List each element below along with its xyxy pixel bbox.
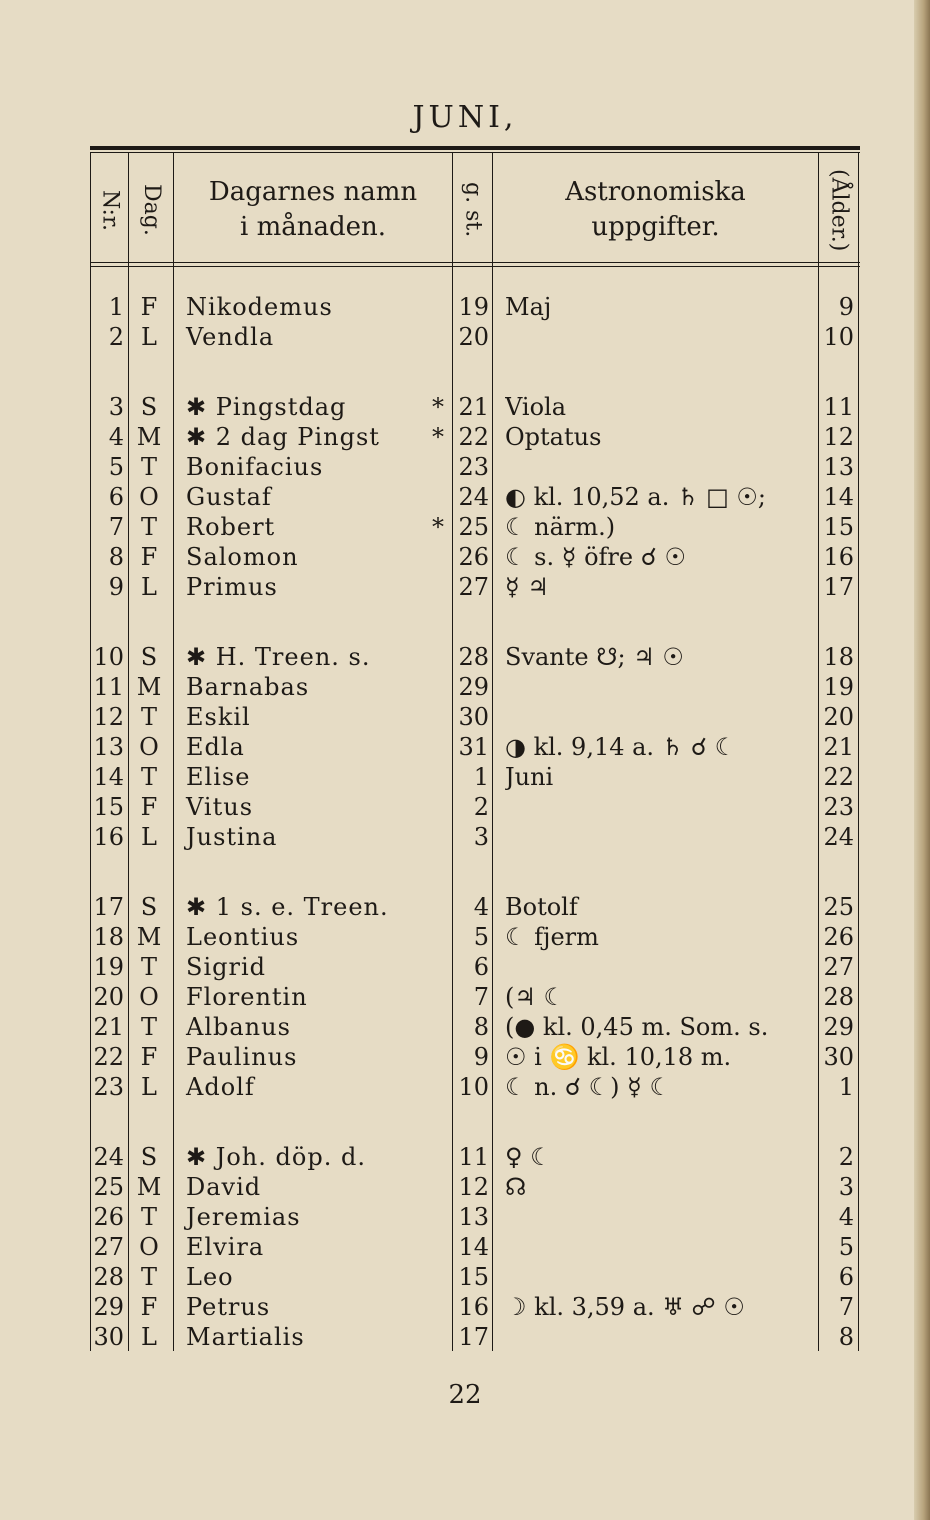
moon-age: 15 (823, 513, 854, 541)
header-age-label: (Ålder.) (826, 168, 852, 252)
top-rule-thin (90, 152, 860, 153)
moon-age: 10 (823, 323, 854, 351)
weekday-letter: M (136, 923, 162, 951)
weekday-letter: F (140, 1293, 158, 1321)
day-number: 10 (93, 643, 124, 671)
weekday-letter: S (140, 393, 158, 421)
day-number: 12 (93, 703, 124, 731)
moon-age: 16 (823, 543, 854, 571)
weekday-letter: S (140, 893, 158, 921)
day-name: Vitus (186, 793, 254, 821)
weekday-letter: L (141, 1073, 157, 1101)
weekday-letter: F (140, 543, 158, 571)
astronomical-note: ◐ kl. 10,52 a. ♄ □ ☉; (505, 483, 766, 511)
day-name: Florentin (186, 983, 308, 1011)
day-number: 18 (93, 923, 124, 951)
day-name: Elvira (186, 1233, 265, 1261)
header-rule (90, 262, 860, 263)
moon-age: 22 (823, 763, 854, 791)
day-name: Albanus (186, 1013, 291, 1041)
moon-age: 23 (823, 793, 854, 821)
weekday-letter: T (140, 1203, 157, 1231)
julian-date: 11 (458, 1143, 489, 1171)
day-number: 1 (108, 293, 124, 321)
astronomical-note: Maj (505, 293, 552, 321)
day-number: 7 (108, 513, 124, 541)
weekday-letter: L (141, 323, 157, 351)
moon-age: 24 (823, 823, 854, 851)
julian-date: 6 (473, 953, 489, 981)
moon-age: 19 (823, 673, 854, 701)
julian-date: 1 (473, 763, 489, 791)
day-name: Edla (186, 733, 245, 761)
julian-date: 22 (458, 423, 489, 451)
header-names-line2: i månaden. (239, 212, 387, 242)
astronomical-note: ☿ ♃ (505, 573, 549, 601)
table-row (0, 762, 930, 792)
day-number: 28 (93, 1263, 124, 1291)
table-row (0, 702, 930, 732)
astronomical-note: Optatus (505, 423, 602, 451)
julian-date: 31 (458, 733, 489, 761)
weekday-letter: F (140, 793, 158, 821)
weekday-letter: S (140, 1143, 158, 1171)
table-row (0, 1172, 930, 1202)
day-number: 11 (93, 673, 124, 701)
table-row (0, 1042, 930, 1072)
julian-date: 5 (473, 923, 489, 951)
moon-age: 28 (823, 983, 854, 1011)
day-name: Jeremias (186, 1203, 301, 1231)
table-row (0, 952, 930, 982)
julian-date: 29 (458, 673, 489, 701)
astronomical-note: ☾ närm.) (505, 513, 616, 541)
table-row (0, 482, 930, 512)
day-name: Salomon (186, 543, 299, 571)
header-julian-label: g. st. (460, 182, 486, 238)
julian-date: 21 (458, 393, 489, 421)
holiday-star: * (432, 393, 444, 421)
moon-age: 27 (823, 953, 854, 981)
julian-date: 10 (458, 1073, 489, 1101)
moon-age: 20 (823, 703, 854, 731)
header-rule-thin (90, 266, 860, 267)
weekday-letter: L (141, 823, 157, 851)
weekday-letter: O (139, 733, 159, 761)
table-row (0, 292, 930, 322)
weekday-letter: T (140, 703, 157, 731)
moon-age: 9 (838, 293, 854, 321)
moon-age: 13 (823, 453, 854, 481)
weekday-letter: L (141, 573, 157, 601)
moon-age: 6 (838, 1263, 854, 1291)
day-number: 30 (93, 1323, 124, 1351)
julian-date: 15 (458, 1263, 489, 1291)
moon-age: 5 (838, 1233, 854, 1261)
table-row (0, 1262, 930, 1292)
table-row (0, 1012, 930, 1042)
day-name: Bonifacius (186, 453, 324, 481)
holiday-star: * (432, 423, 444, 451)
day-number: 25 (93, 1173, 124, 1201)
astronomical-note: ☾ fjerm (505, 923, 599, 951)
day-name: Eskil (186, 703, 251, 731)
julian-date: 3 (473, 823, 489, 851)
julian-date: 23 (458, 453, 489, 481)
header-week-number (91, 160, 128, 260)
day-name: ✱ Joh. döp. d. (186, 1143, 366, 1171)
day-number: 5 (108, 453, 124, 481)
julian-date: 4 (473, 893, 489, 921)
moon-age: 1 (838, 1073, 854, 1101)
weekday-letter: O (139, 1233, 159, 1261)
day-name: ✱ H. Treen. s. (186, 643, 371, 671)
astronomical-note: Viola (505, 393, 567, 421)
header-weekday (129, 160, 173, 260)
day-number: 2 (108, 323, 124, 351)
weekday-letter: M (136, 673, 162, 701)
day-number: 29 (93, 1293, 124, 1321)
julian-date: 17 (458, 1323, 489, 1351)
weekday-letter: O (139, 483, 159, 511)
day-number: 4 (108, 423, 124, 451)
astronomical-note: ♀ ☾ (505, 1143, 552, 1171)
moon-age: 2 (838, 1143, 854, 1171)
weekday-letter: M (136, 423, 162, 451)
table-row (0, 732, 930, 762)
julian-date: 26 (458, 543, 489, 571)
top-rule (90, 146, 860, 150)
header-age (819, 160, 858, 260)
table-row (0, 1322, 930, 1352)
page-number: 22 (448, 1380, 482, 1410)
day-number: 8 (108, 543, 124, 571)
day-number: 3 (108, 393, 124, 421)
table-row (0, 892, 930, 922)
moon-age: 26 (823, 923, 854, 951)
day-number: 17 (93, 893, 124, 921)
weekday-letter: T (140, 1263, 157, 1291)
table-row (0, 322, 930, 352)
julian-date: 14 (458, 1233, 489, 1261)
day-name: Petrus (186, 1293, 271, 1321)
day-number: 14 (93, 763, 124, 791)
julian-date: 12 (458, 1173, 489, 1201)
header-astro (493, 160, 818, 260)
julian-date: 9 (473, 1043, 489, 1071)
table-row (0, 672, 930, 702)
weekday-letter: F (140, 1043, 158, 1071)
day-name: Gustaf (186, 483, 272, 511)
moon-age: 17 (823, 573, 854, 601)
day-name: Justina (186, 823, 278, 851)
julian-date: 30 (458, 703, 489, 731)
astronomical-note: Botolf (505, 893, 578, 921)
julian-date: 7 (473, 983, 489, 1011)
weekday-letter: S (140, 643, 158, 671)
day-name: David (186, 1173, 262, 1201)
weekday-letter: T (140, 1013, 157, 1041)
table-row (0, 572, 930, 602)
moon-age: 7 (838, 1293, 854, 1321)
header-week-number-label: N:r. (97, 189, 123, 231)
table-row (0, 1292, 930, 1322)
table-row (0, 422, 930, 452)
julian-date: 19 (458, 293, 489, 321)
table-row (0, 452, 930, 482)
weekday-letter: L (141, 1323, 157, 1351)
day-name: Martialis (186, 1323, 305, 1351)
day-name: Elise (186, 763, 251, 791)
day-name: Primus (186, 573, 278, 601)
moon-age: 18 (823, 643, 854, 671)
astronomical-note: (● kl. 0,45 m. Som. s. (505, 1013, 769, 1041)
moon-age: 4 (838, 1203, 854, 1231)
astronomical-note: Juni (505, 763, 554, 791)
day-number: 24 (93, 1143, 124, 1171)
table-row (0, 542, 930, 572)
day-name: ✱ 2 dag Pingst (186, 423, 380, 451)
table-row (0, 822, 930, 852)
day-number: 16 (93, 823, 124, 851)
astronomical-note: ◑ kl. 9,14 a. ♄ ☌ ☾ (505, 733, 737, 761)
moon-age: 30 (823, 1043, 854, 1071)
day-name: Nikodemus (186, 293, 333, 321)
weekday-letter: T (140, 763, 157, 791)
holiday-star: * (432, 513, 444, 541)
day-name: ✱ Pingstdag (186, 393, 347, 421)
day-name: Leontius (186, 923, 300, 951)
day-name: Leo (186, 1263, 234, 1291)
header-names-line1: Dagarnes namn (208, 176, 418, 207)
moon-age: 3 (838, 1173, 854, 1201)
astronomical-note: ☾ n. ☌ ☾) ☿ ☾ (505, 1073, 671, 1101)
julian-date: 27 (458, 573, 489, 601)
day-number: 23 (93, 1073, 124, 1101)
header-julian (453, 160, 492, 260)
julian-date: 24 (458, 483, 489, 511)
table-row (0, 982, 930, 1012)
day-name: Adolf (186, 1073, 255, 1101)
table-row (0, 642, 930, 672)
header-names (174, 160, 452, 260)
table-row (0, 1142, 930, 1172)
weekday-letter: T (140, 513, 157, 541)
table-row (0, 922, 930, 952)
julian-date: 25 (458, 513, 489, 541)
julian-date: 28 (458, 643, 489, 671)
moon-age: 29 (823, 1013, 854, 1041)
astronomical-note: ☉ i ♋ kl. 10,18 m. (505, 1043, 732, 1071)
astronomical-note: ☊ (505, 1173, 527, 1201)
weekday-letter: T (140, 453, 157, 481)
moon-age: 11 (823, 393, 854, 421)
weekday-letter: O (139, 983, 159, 1011)
astronomical-note: (♃ ☾ (505, 983, 566, 1011)
moon-age: 12 (823, 423, 854, 451)
day-name: ✱ 1 s. e. Treen. (186, 893, 389, 921)
table-row (0, 1072, 930, 1102)
day-number: 13 (93, 733, 124, 761)
moon-age: 25 (823, 893, 854, 921)
moon-age: 21 (823, 733, 854, 761)
julian-date: 16 (458, 1293, 489, 1321)
julian-date: 8 (473, 1013, 489, 1041)
day-number: 15 (93, 793, 124, 821)
table-row (0, 1232, 930, 1262)
astronomical-note: Svante ☋; ♃ ☉ (505, 643, 684, 671)
table-row (0, 1202, 930, 1232)
astronomical-note: ☽ kl. 3,59 a. ♅ ☍ ☉ (505, 1293, 745, 1321)
day-number: 9 (108, 573, 124, 601)
day-number: 19 (93, 953, 124, 981)
month-title: JUNI, (412, 100, 518, 135)
julian-date: 20 (458, 323, 489, 351)
moon-age: 8 (838, 1323, 854, 1351)
julian-date: 2 (473, 793, 489, 821)
header-weekday-label: Dag. (139, 184, 165, 236)
day-name: Vendla (186, 323, 275, 351)
weekday-letter: M (136, 1173, 162, 1201)
day-name: Robert (186, 513, 276, 541)
day-number: 20 (93, 983, 124, 1011)
weekday-letter: F (140, 293, 158, 321)
header-astro-line1: Astronomiska (565, 176, 746, 207)
day-number: 21 (93, 1013, 124, 1041)
table-row (0, 392, 930, 422)
day-name: Barnabas (186, 673, 310, 701)
day-number: 26 (93, 1203, 124, 1231)
day-number: 27 (93, 1233, 124, 1261)
weekday-letter: T (140, 953, 157, 981)
day-number: 6 (108, 483, 124, 511)
day-name: Paulinus (186, 1043, 298, 1071)
moon-age: 14 (823, 483, 854, 511)
table-row (0, 792, 930, 822)
day-name: Sigrid (186, 953, 266, 981)
astronomical-note: ☾ s. ☿ öfre ☌ ☉ (505, 543, 686, 571)
day-number: 22 (93, 1043, 124, 1071)
header-astro-line2: uppgifter. (591, 212, 720, 242)
table-row (0, 512, 930, 542)
julian-date: 13 (458, 1203, 489, 1231)
